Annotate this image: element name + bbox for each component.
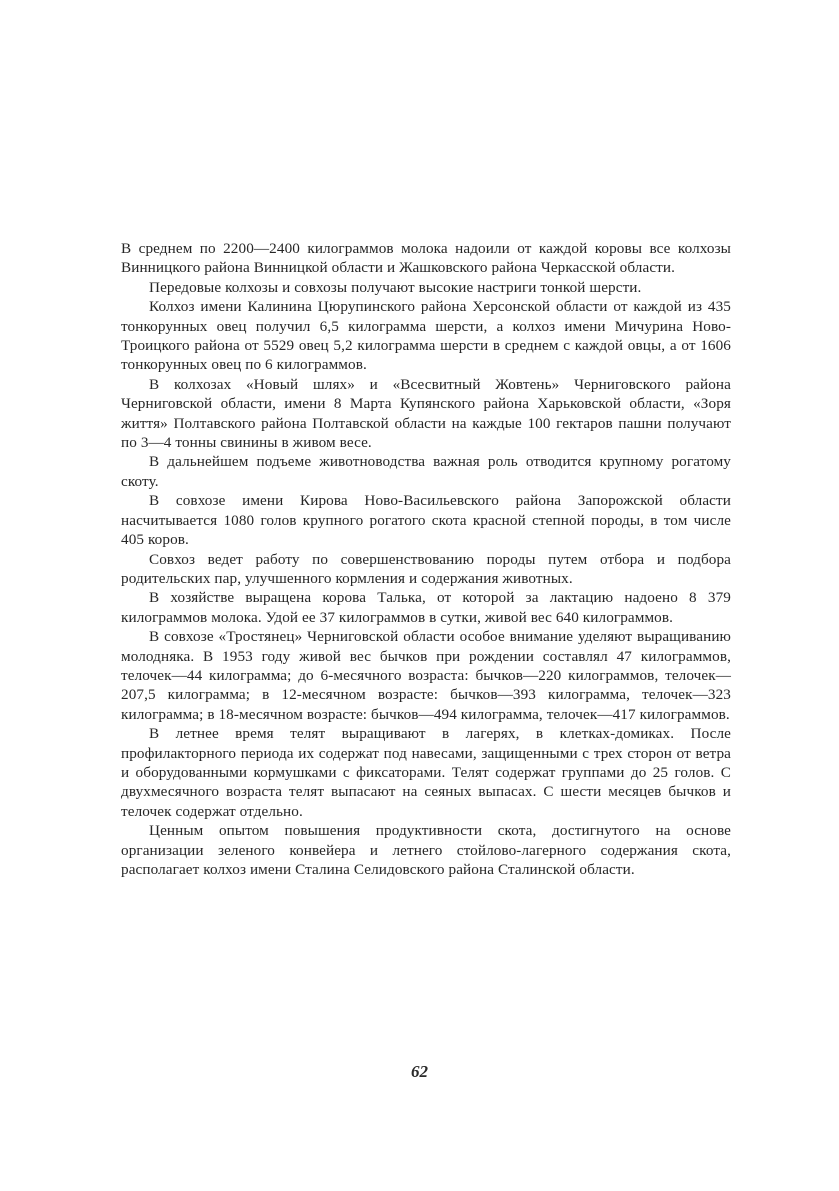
body-text bbox=[121, 239, 731, 879]
paragraph: Колхоз имени Калинина Цюрупинского района Херсонской области от каждой из 435 тонкорунных овец получил 6,5 килограмма шерсти, а колхоз имени Мичурина Ново-Троицкого района от 5529 овец 5,2 килограмма шерсти в среднем с каждой овцы, а от 1606 тонкорунных овец по 6 килограммов. bbox=[121, 298, 731, 374]
paragraph: В колхозах «Новый шлях» и «Всесвитный Жовтень» Черниговского района Черниговской области, имени 8 Марта Купянского района Харьковской области, «Зоря життя» Полтавского района Полтавской области на каждые 100 гектаров пашни получают по 3—4 тонны свинины в живом весе. bbox=[121, 375, 731, 452]
paragraph: В среднем по 2200—2400 килограммов молока надоили от каждой коровы все колхозы Винницкого района Винницкой области и Жашковского района Черкасской области. bbox=[121, 240, 731, 277]
paragraph: В летнее время телят выращивают в лагерях, в клетках-домиках. После профилакторного периода их содержат под навесами, защищенными с трех сторон от ветра и оборудованными кормушками с фиксаторами. Телят содержат группами до 25 голов. С двухмесячного возраста телят выпасают на сеяных выпасах. С шести месяцев бычков и телочек содержат отдельно. bbox=[121, 725, 731, 820]
paragraph: В хозяйстве выращена корова Талька, от которой за лактацию надоено 8 379 килограммов молока. Удой ее 37 килограммов в сутки, живой вес 640 килограммов. bbox=[121, 589, 731, 626]
paragraph: Передовые колхозы и совхозы получают высокие настриги тонкой шерсти. bbox=[149, 278, 642, 296]
paragraph: В дальнейшем подъеме животноводства важная роль отводится крупному рогатому скоту. bbox=[121, 453, 731, 490]
paragraph: В совхозе «Тростянец» Черниговской области особое внимание уделяют выращиванию молодняка. В 1953 году живой вес бычков при рождении составлял 47 килограммов, телочек—44 килограмма; до 6-месячного возраста: бычков—220 килограммов, телочек—207,5 килограмма; в 12-месячном возрасте: бычков—393 килограмма, телочек—323 килограмма; в 18-месячном возрасте: бычков—494 килограмма, телочек—417 килограммов. bbox=[121, 628, 731, 723]
page-number: 62 bbox=[411, 1062, 428, 1081]
paragraph: В совхозе имени Кирова Ново-Васильевского района Запорожской области насчитывается 1080 голов крупного рогатого скота красной степной породы, в том числе 405 коров. bbox=[121, 492, 731, 549]
paragraph: Ценным опытом повышения продуктивности скота, достигнутого на основе организации зеленого конвейера и летнего стойлово-лагерного содержания скота, располагает колхоз имени Сталина Селидовского района Сталинской области. bbox=[121, 822, 731, 878]
paragraph: Совхоз ведет работу по совершенствованию породы путем отбора и подбора родительских пар, улучшенного кормления и содержания животных. bbox=[121, 550, 731, 587]
